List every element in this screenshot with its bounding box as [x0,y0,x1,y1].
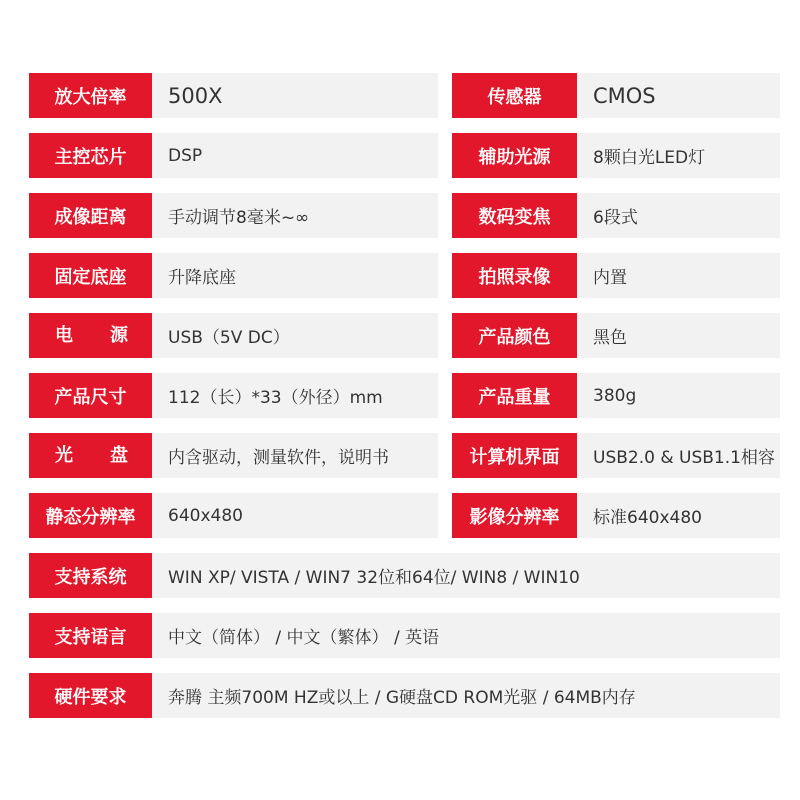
spec-label-capture: 拍照录像 [452,253,577,298]
spec-value-sensor: CMOS [577,73,780,118]
spec-label-interface: 计算机界面 [452,433,577,478]
spec-row-hardware [29,673,780,718]
spec-row-os [29,553,780,598]
spec-label-base: 固定底座 [29,253,152,298]
spec-label-light-source: 辅助光源 [452,133,577,178]
spec-table [29,73,780,733]
spec-value-static-resolution: 640x480 [152,493,438,538]
spec-label-power-char-2: 源 [110,325,128,346]
spec-value-color: 黑色 [577,313,780,358]
spec-row-size [29,373,780,418]
spec-label-power [29,313,152,358]
spec-label-weight: 产品重量 [452,373,577,418]
spec-value-imaging-distance: 手动调节8毫米~∞ [152,193,438,238]
spec-row-language [29,613,780,658]
spec-value-light-source: 8颗白光LED灯 [577,133,780,178]
spec-value-disc: 内含驱动，测量软件，说明书 [152,433,438,478]
spec-label-size: 产品尺寸 [29,373,152,418]
spec-label-disc [29,433,152,478]
spec-label-digital-zoom: 数码变焦 [452,193,577,238]
spec-value-hardware: 奔腾 主频700M HZ或以上 / G硬盘CD ROM光驱 / 64MB内存 [152,673,780,718]
spec-label-color: 产品颜色 [452,313,577,358]
spec-value-interface: USB2.0 & USB1.1相容 [577,433,780,478]
spec-label-disc-char-2: 盘 [110,445,128,466]
spec-value-video-resolution: 标准640x480 [577,493,780,538]
spec-label-hardware: 硬件要求 [29,673,152,718]
spec-row-disc [29,433,780,478]
spec-value-size: 112（长）*33（外径）mm [152,373,438,418]
spec-value-digital-zoom: 6段式 [577,193,780,238]
spec-label-power-char-1: 电 [55,325,73,346]
spec-label-video-resolution: 影像分辨率 [452,493,577,538]
spec-row-power [29,313,780,358]
spec-label-disc-char-1: 光 [55,445,73,466]
spec-row-distance [29,193,780,238]
spec-label-main-chip: 主控芯片 [29,133,152,178]
spec-row-chip [29,133,780,178]
spec-value-weight: 380g [577,373,780,418]
spec-value-magnification: 500X [152,73,438,118]
spec-label-sensor: 传感器 [452,73,577,118]
spec-row-resolution [29,493,780,538]
spec-row-base [29,253,780,298]
spec-label-static-resolution: 静态分辨率 [29,493,152,538]
spec-value-main-chip: DSP [152,133,438,178]
spec-value-os: WIN XP/ VISTA / WIN7 32位和64位/ WIN8 / WIN10 [152,553,780,598]
spec-label-magnification: 放大倍率 [29,73,152,118]
spec-row-magnification [29,73,780,118]
spec-value-capture: 内置 [577,253,780,298]
spec-label-language: 支持语言 [29,613,152,658]
spec-label-imaging-distance: 成像距离 [29,193,152,238]
spec-value-base: 升降底座 [152,253,438,298]
spec-label-os: 支持系统 [29,553,152,598]
spec-value-power: USB（5V DC） [152,313,438,358]
spec-value-language: 中文（简体） / 中文（繁体） / 英语 [152,613,780,658]
